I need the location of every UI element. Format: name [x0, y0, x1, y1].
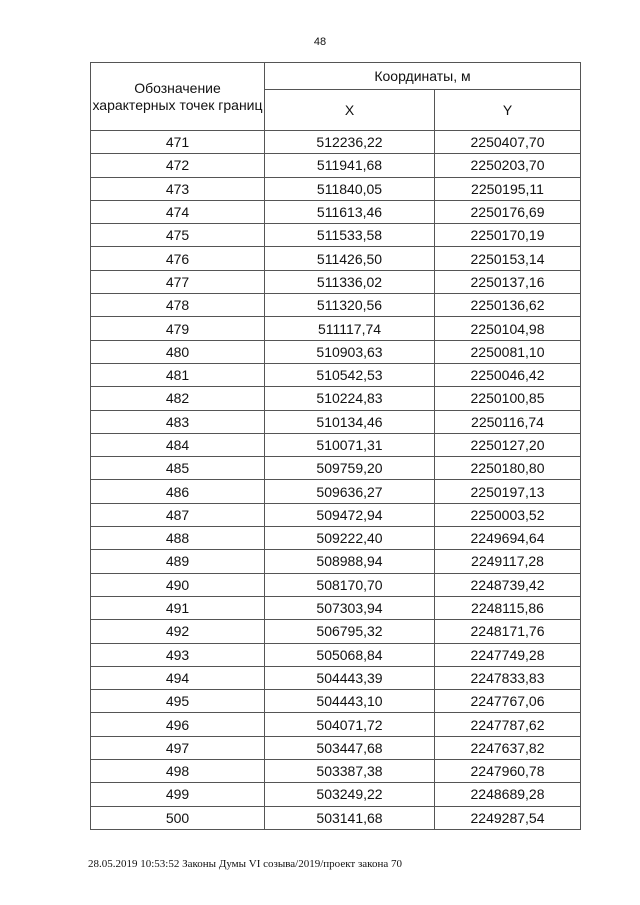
table-row	[91, 317, 581, 340]
cell-y: 2248171,76	[435, 620, 581, 643]
cell-x: 511613,46	[265, 200, 435, 223]
cell-y: 2250116,74	[435, 410, 581, 433]
cell-x: 510542,53	[265, 363, 435, 386]
table-row	[91, 131, 581, 154]
cell-x: 504443,39	[265, 666, 435, 689]
cell-point: 482	[91, 387, 265, 410]
table-body	[91, 131, 581, 830]
cell-x: 510224,83	[265, 387, 435, 410]
cell-y: 2250081,10	[435, 340, 581, 363]
cell-x: 508988,94	[265, 550, 435, 573]
cell-x: 503141,68	[265, 806, 435, 829]
footer-text: 28.05.2019 10:53:52 Законы Думы VI созыва/2019/проект закона 70	[88, 858, 402, 870]
table-row	[91, 806, 581, 829]
cell-x: 507303,94	[265, 596, 435, 619]
cell-x: 510134,46	[265, 410, 435, 433]
header-coordinates: Координаты, м	[265, 63, 581, 90]
cell-x: 503249,22	[265, 783, 435, 806]
header-x: X	[265, 90, 435, 131]
table-row	[91, 154, 581, 177]
cell-y: 2250100,85	[435, 387, 581, 410]
cell-point: 487	[91, 503, 265, 526]
table-header	[91, 63, 581, 131]
cell-point: 500	[91, 806, 265, 829]
page-number: 48	[313, 36, 327, 48]
table-row	[91, 666, 581, 689]
cell-y: 2250104,98	[435, 317, 581, 340]
cell-y: 2250136,62	[435, 294, 581, 317]
cell-point: 499	[91, 783, 265, 806]
cell-x: 511840,05	[265, 177, 435, 200]
table-row	[91, 363, 581, 386]
table-row	[91, 596, 581, 619]
cell-point: 496	[91, 713, 265, 736]
cell-y: 2250137,16	[435, 270, 581, 293]
cell-x: 509472,94	[265, 503, 435, 526]
table-row	[91, 340, 581, 363]
cell-y: 2249694,64	[435, 527, 581, 550]
cell-y: 2250407,70	[435, 131, 581, 154]
cell-x: 505068,84	[265, 643, 435, 666]
cell-x: 509222,40	[265, 527, 435, 550]
cell-point: 485	[91, 457, 265, 480]
cell-point: 490	[91, 573, 265, 596]
cell-y: 2248739,42	[435, 573, 581, 596]
table-row	[91, 527, 581, 550]
table-row	[91, 177, 581, 200]
table-row	[91, 760, 581, 783]
cell-y: 2249287,54	[435, 806, 581, 829]
cell-x: 512236,22	[265, 131, 435, 154]
table-row	[91, 410, 581, 433]
table-row	[91, 690, 581, 713]
table-row	[91, 643, 581, 666]
table-row	[91, 457, 581, 480]
table-row	[91, 247, 581, 270]
cell-point: 497	[91, 736, 265, 759]
cell-y: 2248115,86	[435, 596, 581, 619]
cell-y: 2250195,11	[435, 177, 581, 200]
table-row	[91, 433, 581, 456]
cell-x: 511426,50	[265, 247, 435, 270]
cell-x: 511941,68	[265, 154, 435, 177]
cell-x: 503447,68	[265, 736, 435, 759]
cell-y: 2250153,14	[435, 247, 581, 270]
cell-point: 474	[91, 200, 265, 223]
cell-y: 2250170,19	[435, 224, 581, 247]
cell-point: 484	[91, 433, 265, 456]
cell-y: 2247767,06	[435, 690, 581, 713]
cell-x: 510903,63	[265, 340, 435, 363]
cell-point: 491	[91, 596, 265, 619]
cell-point: 492	[91, 620, 265, 643]
cell-point: 498	[91, 760, 265, 783]
cell-point: 473	[91, 177, 265, 200]
table-row	[91, 480, 581, 503]
cell-y: 2250046,42	[435, 363, 581, 386]
cell-point: 478	[91, 294, 265, 317]
cell-y: 2250176,69	[435, 200, 581, 223]
cell-point: 476	[91, 247, 265, 270]
cell-y: 2249117,28	[435, 550, 581, 573]
table-row	[91, 713, 581, 736]
cell-point: 493	[91, 643, 265, 666]
cell-y: 2250180,80	[435, 457, 581, 480]
cell-x: 509636,27	[265, 480, 435, 503]
cell-y: 2250203,70	[435, 154, 581, 177]
cell-point: 479	[91, 317, 265, 340]
cell-y: 2250127,20	[435, 433, 581, 456]
table-row	[91, 387, 581, 410]
cell-x: 503387,38	[265, 760, 435, 783]
cell-point: 494	[91, 666, 265, 689]
cell-x: 508170,70	[265, 573, 435, 596]
table-row	[91, 736, 581, 759]
cell-point: 486	[91, 480, 265, 503]
cell-y: 2247749,28	[435, 643, 581, 666]
cell-x: 509759,20	[265, 457, 435, 480]
table-row	[91, 270, 581, 293]
cell-point: 488	[91, 527, 265, 550]
cell-point: 489	[91, 550, 265, 573]
cell-y: 2247960,78	[435, 760, 581, 783]
table-row	[91, 294, 581, 317]
cell-point: 480	[91, 340, 265, 363]
table-row	[91, 550, 581, 573]
cell-x: 510071,31	[265, 433, 435, 456]
cell-point: 471	[91, 131, 265, 154]
cell-x: 511336,02	[265, 270, 435, 293]
table-row	[91, 200, 581, 223]
cell-point: 472	[91, 154, 265, 177]
cell-x: 504071,72	[265, 713, 435, 736]
header-y: Y	[435, 90, 581, 131]
cell-point: 483	[91, 410, 265, 433]
table-row	[91, 573, 581, 596]
cell-x: 506795,32	[265, 620, 435, 643]
cell-point: 475	[91, 224, 265, 247]
cell-x: 504443,10	[265, 690, 435, 713]
cell-point: 481	[91, 363, 265, 386]
table-row	[91, 224, 581, 247]
cell-point: 495	[91, 690, 265, 713]
cell-y: 2247637,82	[435, 736, 581, 759]
cell-y: 2247833,83	[435, 666, 581, 689]
coordinates-table	[90, 62, 581, 830]
cell-y: 2247787,62	[435, 713, 581, 736]
cell-y: 2248689,28	[435, 783, 581, 806]
header-point-designation: Обозначение характерных точек границ	[91, 63, 265, 131]
cell-x: 511533,58	[265, 224, 435, 247]
cell-x: 511320,56	[265, 294, 435, 317]
table-row	[91, 783, 581, 806]
table-row	[91, 620, 581, 643]
table-row	[91, 503, 581, 526]
cell-x: 511117,74	[265, 317, 435, 340]
cell-y: 2250197,13	[435, 480, 581, 503]
cell-point: 477	[91, 270, 265, 293]
cell-y: 2250003,52	[435, 503, 581, 526]
